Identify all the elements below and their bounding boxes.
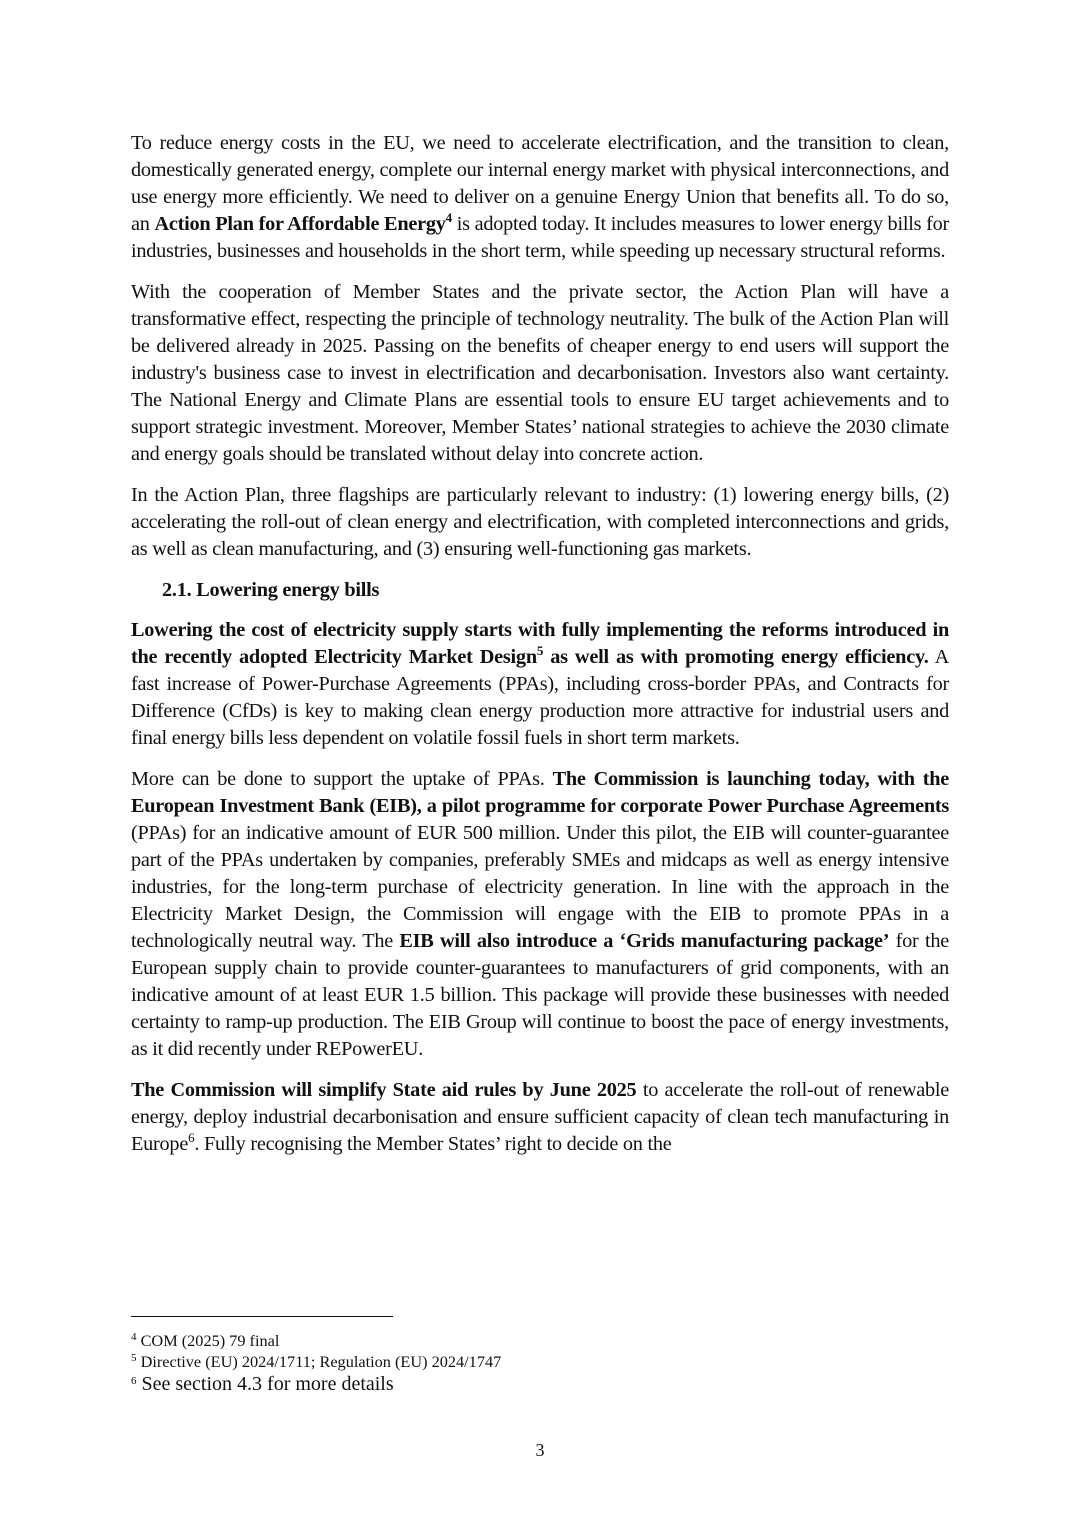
bold-text: EIB will also introduce a ‘Grids manufacturing package’	[399, 930, 890, 952]
text-run: With the cooperation of Member States and the private sector, the Action Plan will have a transformative effect, respecting the principle of technology neutrality. The bulk of the Action Plan will be delivered already in 2025. Passing on the benefits of cheaper energy to end users will support the industry's business case to invest in electrification and decarbonisation. Investors also want certainty. The National Energy and Climate Plans are essential tools to ensure EU target achievements and to support strategic investment. Moreover, Member States’ national strategies to achieve the 2030 climate and energy goals should be translated without delay into concrete action.	[131, 281, 949, 465]
page-number: 3	[535, 1440, 545, 1460]
text-run: . Fully recognising the Member States’ right to decide on the	[194, 1133, 672, 1155]
text-run: is adopted today. It includes measures to lower energy bills for industries, businesses and households in the short term, while speeding up necessary structural reforms.	[131, 213, 949, 262]
text-run: (PPAs) for an indicative amount of EUR 500 million. Under this pilot, the EIB will counter-guarantee part of the PPAs undertaken by companies, preferably SMEs and midcaps as well as energy intensive industries, for the long-term purchase of electricity generation. In line with the approach in the Electricity Market Design, the Commission will engage with the EIB to promote PPAs in a technologically neutral way. The	[131, 822, 949, 952]
footnote	[131, 1351, 931, 1372]
text-run: for the European supply chain to provide counter-guarantees to manufacturers of grid components, with an indicative amount of at least EUR 1.5 billion. This package will provide these businesses with needed certainty to ramp-up production. The EIB Group will continue to boost the pace of energy investments, as it did recently under REPowerEU.	[131, 930, 949, 1060]
text-run: More can be done to support the uptake of PPAs.	[131, 768, 553, 790]
paragraph	[131, 482, 949, 563]
bold-text: Action Plan for Affordable Energy	[154, 213, 446, 235]
paragraph	[131, 130, 949, 265]
paragraph	[131, 617, 949, 752]
section-paragraphs	[131, 617, 949, 1158]
text-run: In the Action Plan, three flagships are particularly relevant to industry: (1) lowering energy bills, (2) accelerating the roll-out of clean energy and electrification, with completed interconnections and grids, as well as clean manufacturing, and (3) ensuring well-functioning gas markets.	[131, 484, 949, 560]
intro-paragraphs	[131, 130, 949, 563]
footnote-reference: 5	[536, 643, 544, 658]
text-run: to accelerate the roll-out of renewable energy, deploy industrial decarbonisation and ensure sufficient capacity of clean tech manufacturing in Europe	[131, 1079, 950, 1155]
footnote-text: Directive (EU) 2024/1711; Regulation (EU) 2024/1747	[136, 1352, 502, 1371]
paragraph	[131, 766, 949, 1063]
footnote-divider	[131, 1316, 393, 1317]
bold-text: The Commission is launching today, with the European Investment Bank (EIB), a pilot programme for corporate Power Purchase Agreements	[131, 768, 949, 817]
paragraph	[131, 1077, 949, 1158]
footnote-number: 5	[131, 1352, 137, 1364]
footnote-number: 4	[131, 1331, 137, 1343]
footnote-reference: 6	[188, 1130, 195, 1145]
bold-text: The Commission will simplify State aid rules by June 2025	[131, 1079, 637, 1101]
footnote-text: See section 4.3 for more details	[136, 1373, 394, 1395]
bold-text: Lowering the cost of electricity supply starts with fully implementing the reforms introduced in the recently adopted Electricity Market Design	[131, 619, 949, 668]
text-run: To reduce energy costs in the EU, we need to accelerate electrification, and the transition to clean, domestically generated energy, complete our internal energy market with physical interconnections, and use energy more efficiently. We need to deliver on a genuine Energy Union that benefits all. To do so, an	[131, 132, 949, 235]
footnote-number: 6	[131, 1375, 137, 1387]
section-heading: 2.1. Lowering energy bills	[162, 579, 380, 601]
text-run: A fast increase of Power-Purchase Agreements (PPAs), including cross-border PPAs, and Contracts for Difference (CfDs) is key to making clean energy production more attractive for industrial users and final energy bills less dependent on volatile fossil fuels in short term markets.	[131, 646, 949, 749]
footnote-reference: 4	[445, 210, 452, 225]
document-body	[131, 130, 949, 1158]
footnote-text: COM (2025) 79 final	[136, 1331, 280, 1350]
footnotes	[131, 1330, 931, 1396]
paragraph	[131, 279, 949, 468]
bold-text: as well as with promoting energy efficiency.	[543, 646, 929, 668]
footnote	[131, 1330, 931, 1351]
footnote	[131, 1372, 931, 1396]
